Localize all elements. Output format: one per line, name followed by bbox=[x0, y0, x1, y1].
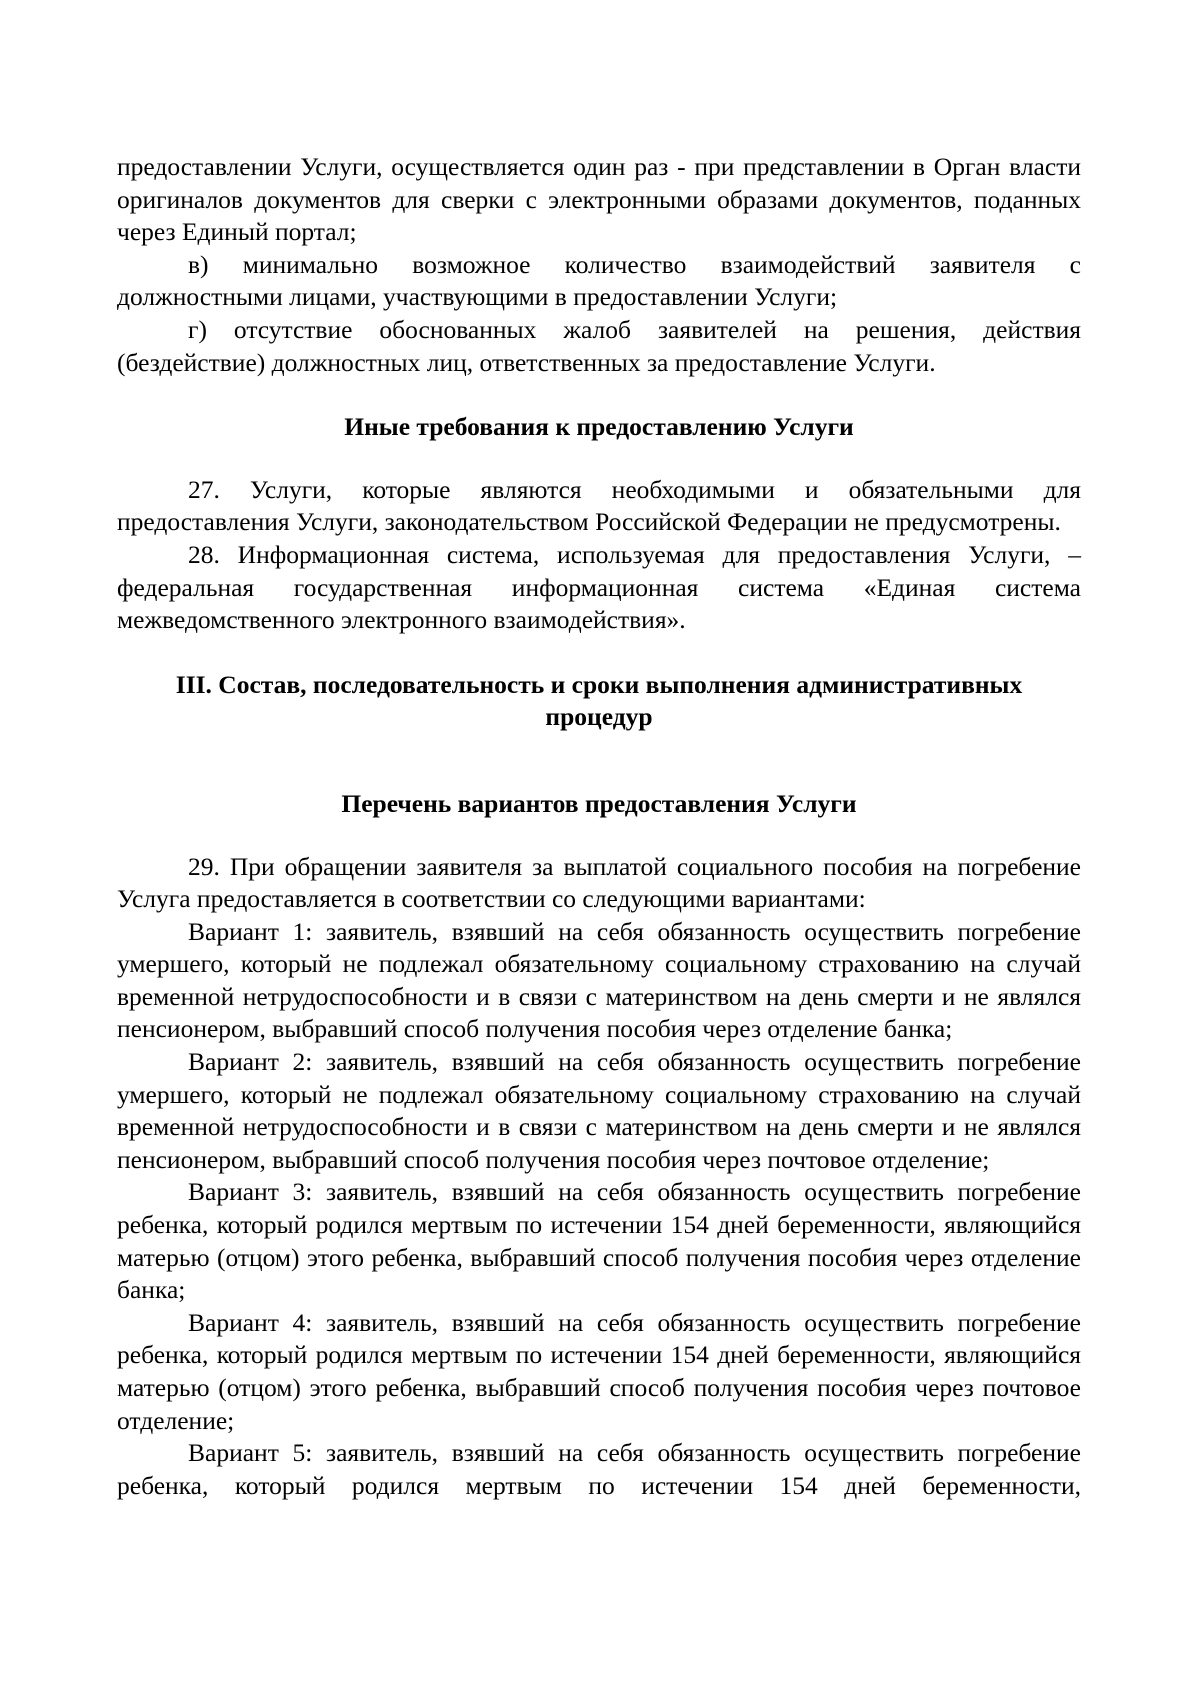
paragraph-28: 28. Информационная система, используемая для предоставления Услуги, – федеральная государственная информационная система «Единая система межведомственного электронного взаимодействия». bbox=[117, 539, 1081, 635]
section-title-line-1: III. Состав, последовательность и сроки выполнения административных bbox=[175, 669, 1023, 699]
section-title-line-2: процедур bbox=[545, 702, 653, 732]
variant-5: Вариант 5: заявитель, взявший на себя обязанность осуществить погребение ребенка, который родился мертвым по истечении 154 дней беременности, bbox=[117, 1438, 1081, 1500]
variant-3: Вариант 3: заявитель, взявший на себя обязанность осуществить погребение ребенка, который родился мертвым по истечении 154 дней беременности, являющийся матерью (отцом) этого ребенка, выбравший способ получения пособия через отделение банка; bbox=[117, 1177, 1081, 1305]
paragraph-continuation: предоставлении Услуги, осуществляется один раз - при представлении в Орган власти оригиналов документов для сверки с электронными образами документов, поданных через Единый портал; bbox=[117, 152, 1081, 247]
variant-4: Вариант 4: заявитель, взявший на себя обязанность осуществить погребение ребенка, который родился мертвым по истечении 154 дней беременности, являющийся матерью (отцом) этого ребенка, выбравший способ получения пособия через почтовое отделение; bbox=[117, 1307, 1081, 1435]
variant-2: Вариант 2: заявитель, взявший на себя обязанность осуществить погребение умершего, который не подлежал обязательному социальному страхованию на случай временной нетрудоспособности и в связи с материнством на день смерти и не являлся пенсионером, выбравший способ получения пособия через почтовое отделение; bbox=[117, 1047, 1081, 1174]
variant-1: Вариант 1: заявитель, взявший на себя обязанность осуществить погребение умершего, который не подлежал обязательному социальному страхованию на случай временной нетрудоспособности и в связи с материнством на день смерти и не являлся пенсионером, выбравший способ получения пособия через отделение банка; bbox=[117, 916, 1081, 1044]
heading-other-requirements: Иные требования к предоставлению Услуги bbox=[344, 412, 854, 442]
heading-variants-list: Перечень вариантов предоставления Услуги bbox=[341, 788, 857, 818]
list-item-g: г) отсутствие обоснованных жалоб заявителей на решения, действия (бездействие) должностных лиц, ответственных за предоставление Услуги. bbox=[117, 314, 1081, 377]
document-page bbox=[117, 151, 1081, 1502]
list-item-v: в) минимально возможное количество взаимодействий заявителя с должностными лицами, участвующими в предоставлении Услуги; bbox=[117, 249, 1081, 312]
paragraph-27: 27. Услуги, которые являются необходимыми и обязательными для предоставления Услуги, законодательством Российской Федерации не предусмотрены. bbox=[117, 474, 1081, 537]
paragraph-29: 29. При обращении заявителя за выплатой социального пособия на погребение Услуга предоставляется в соответствии со следующими вариантами: bbox=[117, 851, 1081, 914]
